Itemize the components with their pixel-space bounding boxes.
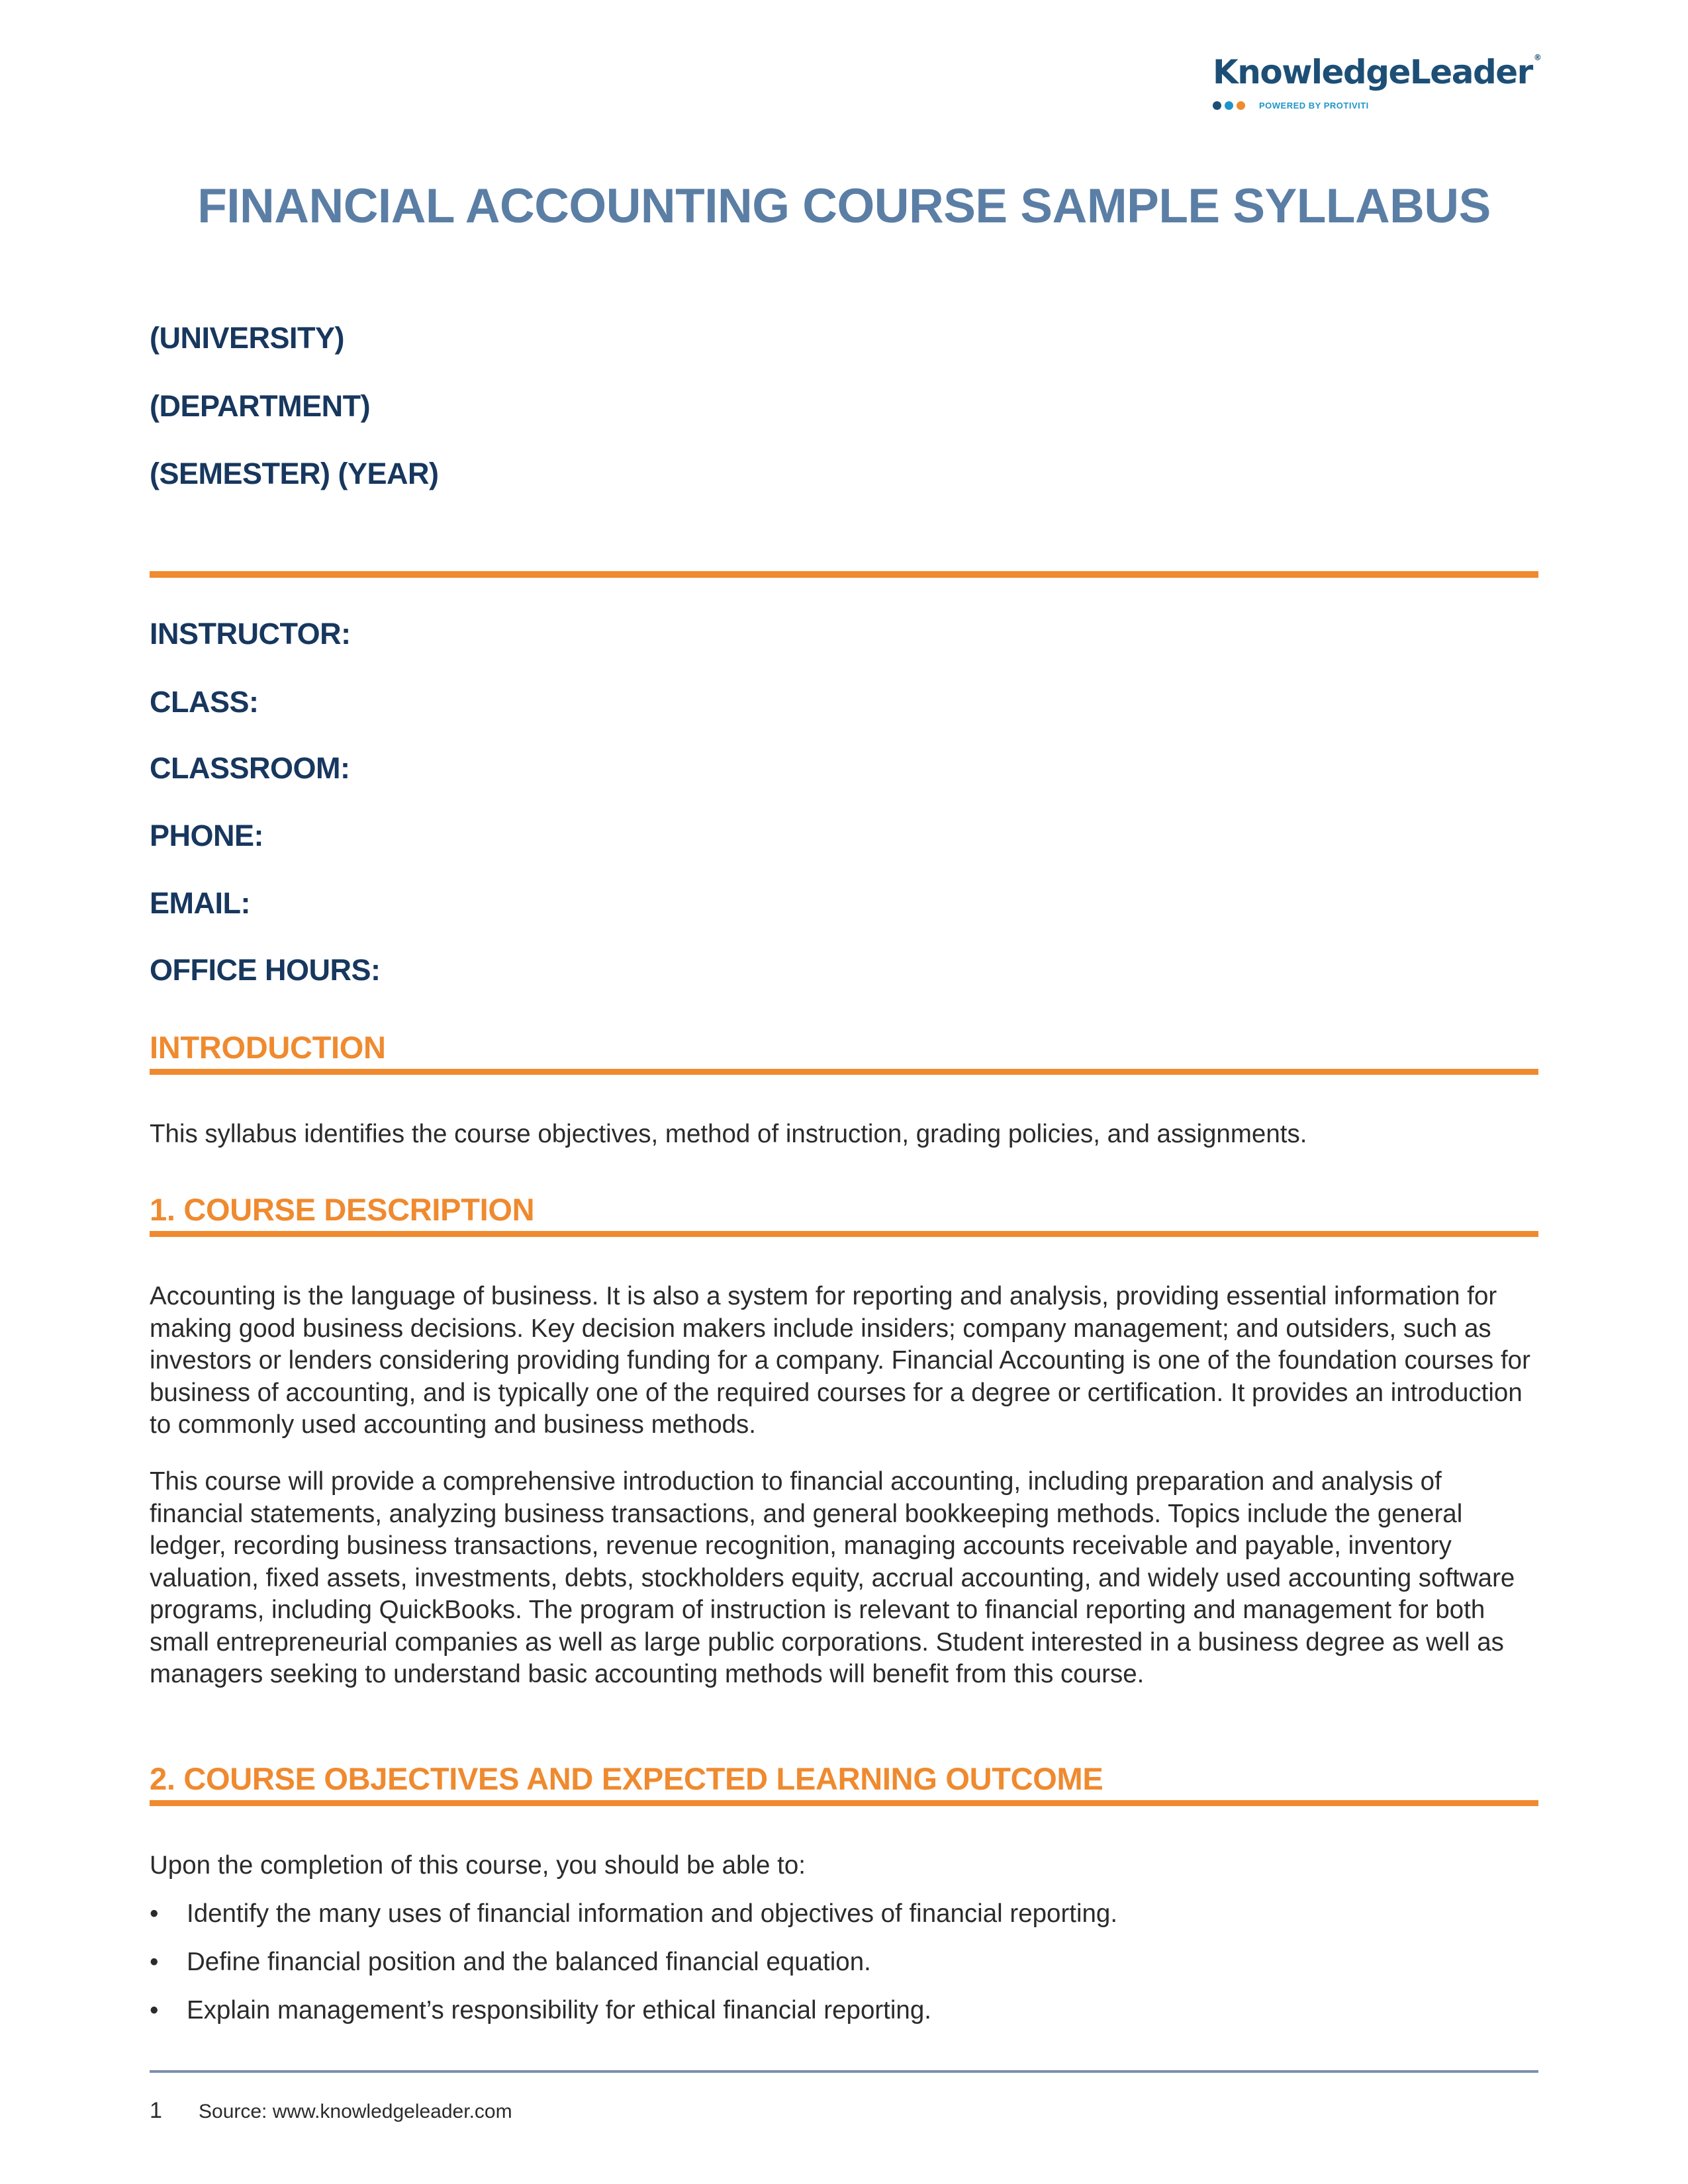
university-field: (UNIVERSITY) [150, 321, 345, 355]
phone-field: PHONE: [150, 819, 264, 852]
list-item [150, 1946, 1540, 1995]
list-item-text: Explain management’s responsibility for ethical financial reporting. [187, 1996, 931, 2025]
logo-wordmark: KnowledgeLeader ® [1213, 53, 1541, 91]
logo-subline [1213, 101, 1530, 111]
class-field: CLASS: [150, 685, 259, 719]
list-item-text: Identify the many uses of financial information and objectives of financial reporting. [187, 1899, 1118, 1928]
email-field: EMAIL: [150, 886, 250, 920]
introduction-text: This syllabus identifies the course objectives, method of instruction, grading policies, and assignments. [150, 1120, 1307, 1148]
course-description-paragraph-1: Accounting is the language of business. It is also a system for reporting and analysis, providing essential information for making good business decisions. Key decision makers include insiders; company management; and outsiders, such as investors or lenders considering providing funding for a company. Financial Accounting is one of the foundation courses for business of accounting, and is typically one of the required courses for a degree or certification. It provides an introduction to commonly used accounting and business methods. [150, 1282, 1530, 1439]
bullet-icon: • [150, 1996, 159, 2025]
course-description-paragraph-2: This course will provide a comprehensive introduction to financial accounting, including preparation and analysis of financial statements, analyzing business transactions, and general bookkeeping methods. Topics include the general ledger, recording business transactions, revenue recognition, managing accounts receivable and payable, inventory valuation, fixed assets, investments, debts, stockholders equity, accrual accounting, and widely used accounting software programs, including QuickBooks. The program of instruction is relevant to financial reporting and management for both small entrepreneurial companies as well as large public corporations. Student interested in a business degree as well as managers seeking to understand basic accounting methods will benefit from this course. [150, 1467, 1515, 1688]
footer-rule [150, 2070, 1538, 2073]
introduction-rule [150, 1069, 1538, 1075]
course-objectives-heading: 2. COURSE OBJECTIVES AND EXPECTED LEARNING OUTCOME [150, 1761, 1103, 1796]
introduction-heading: INTRODUCTION [150, 1030, 386, 1065]
office-hours-field: OFFICE HOURS: [150, 953, 381, 987]
classroom-field: CLASSROOM: [150, 751, 350, 785]
department-field: (DEPARTMENT) [150, 389, 371, 423]
knowledgeleader-logo [1213, 53, 1541, 111]
list-item-text: Define financial position and the balanced financial equation. [187, 1948, 871, 1976]
logo-dot-icon [1225, 101, 1233, 110]
semester-year-field: (SEMESTER) (YEAR) [150, 457, 439, 490]
bullet-icon: • [150, 1899, 159, 1928]
logo-tagline: POWERED BY PROTIVITI [1259, 101, 1369, 111]
bullet-icon: • [150, 1948, 159, 1976]
logo-registered-mark: ® [1533, 53, 1541, 62]
logo-dot-icon [1237, 101, 1245, 110]
list-item [150, 1898, 1540, 1946]
instructor-field: INSTRUCTOR: [150, 617, 351, 651]
document-title: FINANCIAL ACCOUNTING COURSE SAMPLE SYLLABUS [197, 179, 1491, 233]
logo-dot-icon [1213, 101, 1221, 110]
objectives-list [150, 1898, 1540, 2043]
list-item [150, 1995, 1540, 2043]
course-objectives-intro: Upon the completion of this course, you should be able to: [150, 1851, 806, 1880]
course-description-heading: 1. COURSE DESCRIPTION [150, 1192, 535, 1227]
section-divider [150, 571, 1538, 578]
footer-source-link[interactable]: Source: www.knowledgeleader.com [199, 2101, 512, 2122]
course-description-rule [150, 1231, 1538, 1237]
course-objectives-rule [150, 1800, 1538, 1806]
page-number: 1 [150, 2098, 162, 2123]
